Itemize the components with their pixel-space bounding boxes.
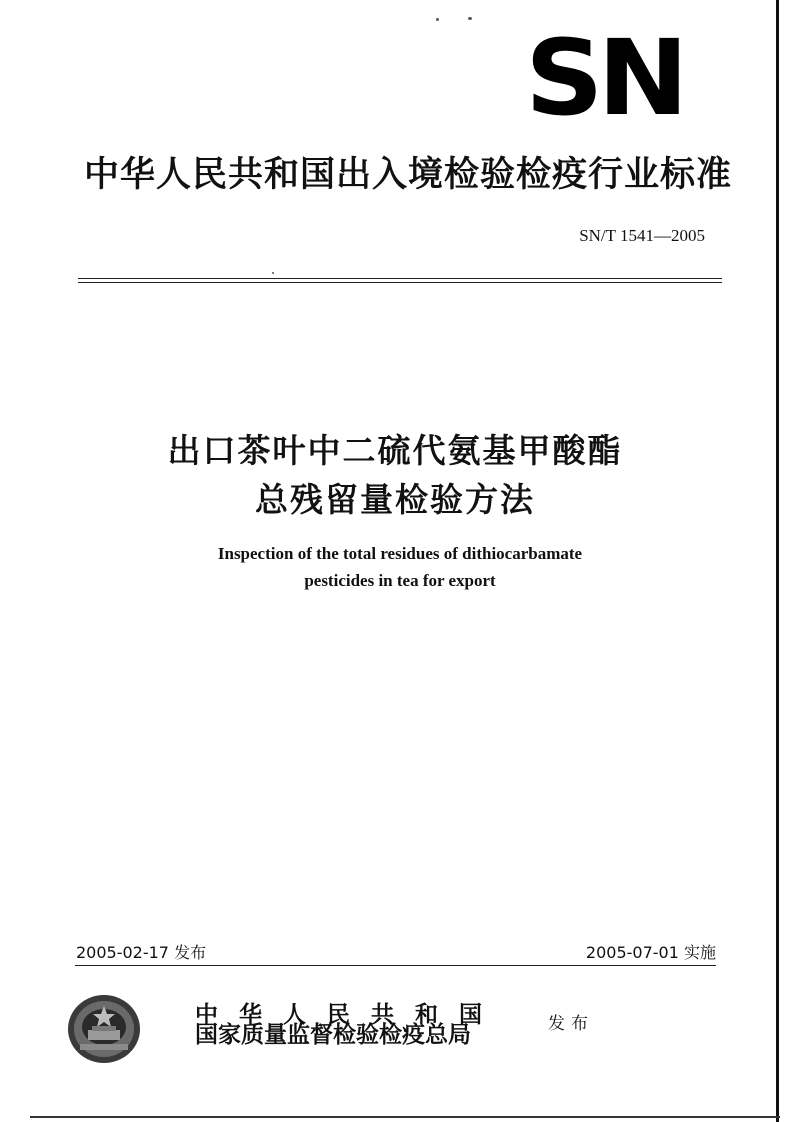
scan-speck [436,18,439,21]
national-emblem-icon [66,994,142,1064]
english-title-line1: Inspection of the total residues of dithiocarbamate [217,544,583,563]
header-rule-double [78,282,722,283]
header-rule [78,278,722,279]
issuer-agency: 国家质量监督检验检疫总局 [195,1021,471,1048]
chinese-title-line2: 总残留量检验方法 [255,480,535,519]
scan-speck [468,17,472,20]
english-title-line2: pesticides in tea for export [304,571,496,590]
implementation-date: 2005-07-01 实施 [585,943,716,962]
scan-speck [272,272,274,274]
footer-rule [75,965,716,966]
sn-logo: SN [525,17,683,139]
standard-category: 中华人民共和国出入境检验检疫行业标准 [84,155,733,195]
chinese-title-line1: 出口茶叶中二硫代氨基甲酸酯 [167,431,623,470]
standard-code: SN/T 1541—2005 [579,226,705,245]
page-edge-right [776,0,779,1122]
publish-label: 发布 [548,1014,594,1034]
issue-date: 2005-02-17 发布 [76,943,207,962]
page-edge-bottom [30,1116,780,1118]
issuer-country: 中华人民共和国 [195,1001,503,1028]
